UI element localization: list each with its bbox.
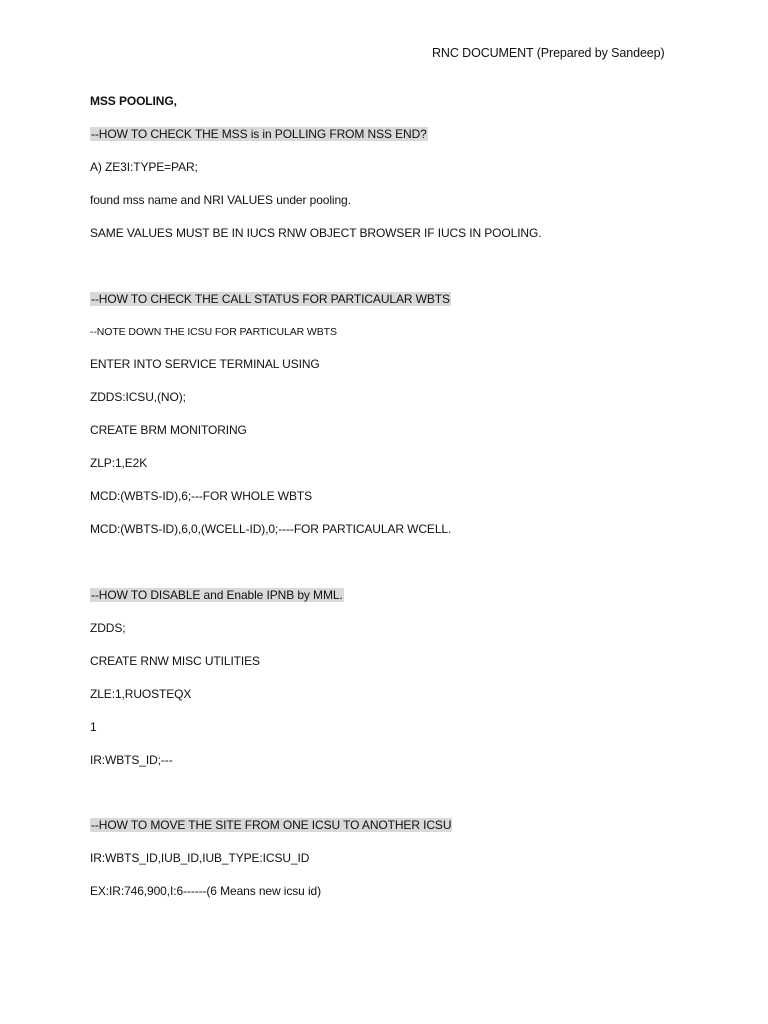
section-heading-call-status — [90, 292, 451, 307]
line-text: IR:WBTS_ID;--- — [90, 753, 173, 767]
line-text: ZDDS; — [90, 621, 126, 635]
highlighted-heading: --HOW TO MOVE THE SITE FROM ONE ICSU TO ANOTHER ICSU — [91, 818, 452, 832]
line-text: ZLP:1,E2K — [90, 456, 148, 470]
line-text: ZDDS:ICSU,(NO); — [90, 390, 186, 404]
command-line — [90, 621, 126, 636]
command-line — [90, 456, 147, 471]
command-line — [90, 687, 191, 702]
section-heading-mss-polling — [90, 127, 428, 142]
document-header: RNC DOCUMENT (Prepared by Sandeep) — [432, 46, 665, 60]
note-line — [90, 357, 320, 372]
line-text: CREATE BRM MONITORING — [90, 423, 247, 437]
note-line — [90, 423, 247, 438]
note-line — [90, 226, 541, 241]
line-text: MSS POOLING, — [90, 94, 177, 108]
line-text: MCD:(WBTS-ID),6,0,(WCELL-ID),0;----FOR PARTICAULAR WCELL. — [90, 522, 452, 536]
line-text: ZLE:1,RUOSTEQX — [90, 687, 192, 701]
command-line — [90, 720, 97, 735]
line-text: MCD:(WBTS-ID),6;---FOR WHOLE WBTS — [90, 489, 313, 503]
line-text: 1 — [90, 720, 97, 734]
command-line — [90, 753, 173, 768]
line-text: found mss name and NRI VALUES under pooling. — [90, 193, 351, 207]
note-line — [90, 654, 260, 669]
command-line — [90, 884, 321, 899]
highlighted-heading: --HOW TO CHECK THE CALL STATUS FOR PARTICAULAR WBTS — [91, 292, 450, 306]
line-text: --NOTE DOWN THE ICSU FOR PARTICULAR WBTS — [90, 326, 337, 338]
highlighted-heading: --HOW TO DISABLE and Enable IPNB by MML. — [91, 588, 343, 602]
line-text: EX:IR:746,900,I:6------(6 Means new icsu id) — [90, 884, 322, 898]
section-title-mss-pooling — [90, 94, 177, 109]
highlighted-heading: --HOW TO CHECK THE MSS is in POLLING FROM NSS END? — [91, 127, 427, 141]
line-text: IR:WBTS_ID,IUB_ID,IUB_TYPE:ICSU_ID — [90, 851, 310, 865]
command-line — [90, 160, 198, 175]
command-line — [90, 489, 312, 504]
line-text: SAME VALUES MUST BE IN IUCS RNW OBJECT BROWSER IF IUCS IN POOLING. — [90, 226, 542, 240]
note-line — [90, 193, 351, 208]
note-line — [90, 325, 337, 340]
line-text: A) ZE3I:TYPE=PAR; — [90, 160, 198, 174]
section-heading-ipnb — [90, 588, 344, 603]
line-text: ENTER INTO SERVICE TERMINAL USING — [90, 357, 320, 371]
command-line — [90, 522, 451, 537]
command-line — [90, 851, 309, 866]
section-heading-move-site — [90, 818, 452, 833]
line-text: CREATE RNW MISC UTILITIES — [90, 654, 260, 668]
command-line — [90, 390, 186, 405]
